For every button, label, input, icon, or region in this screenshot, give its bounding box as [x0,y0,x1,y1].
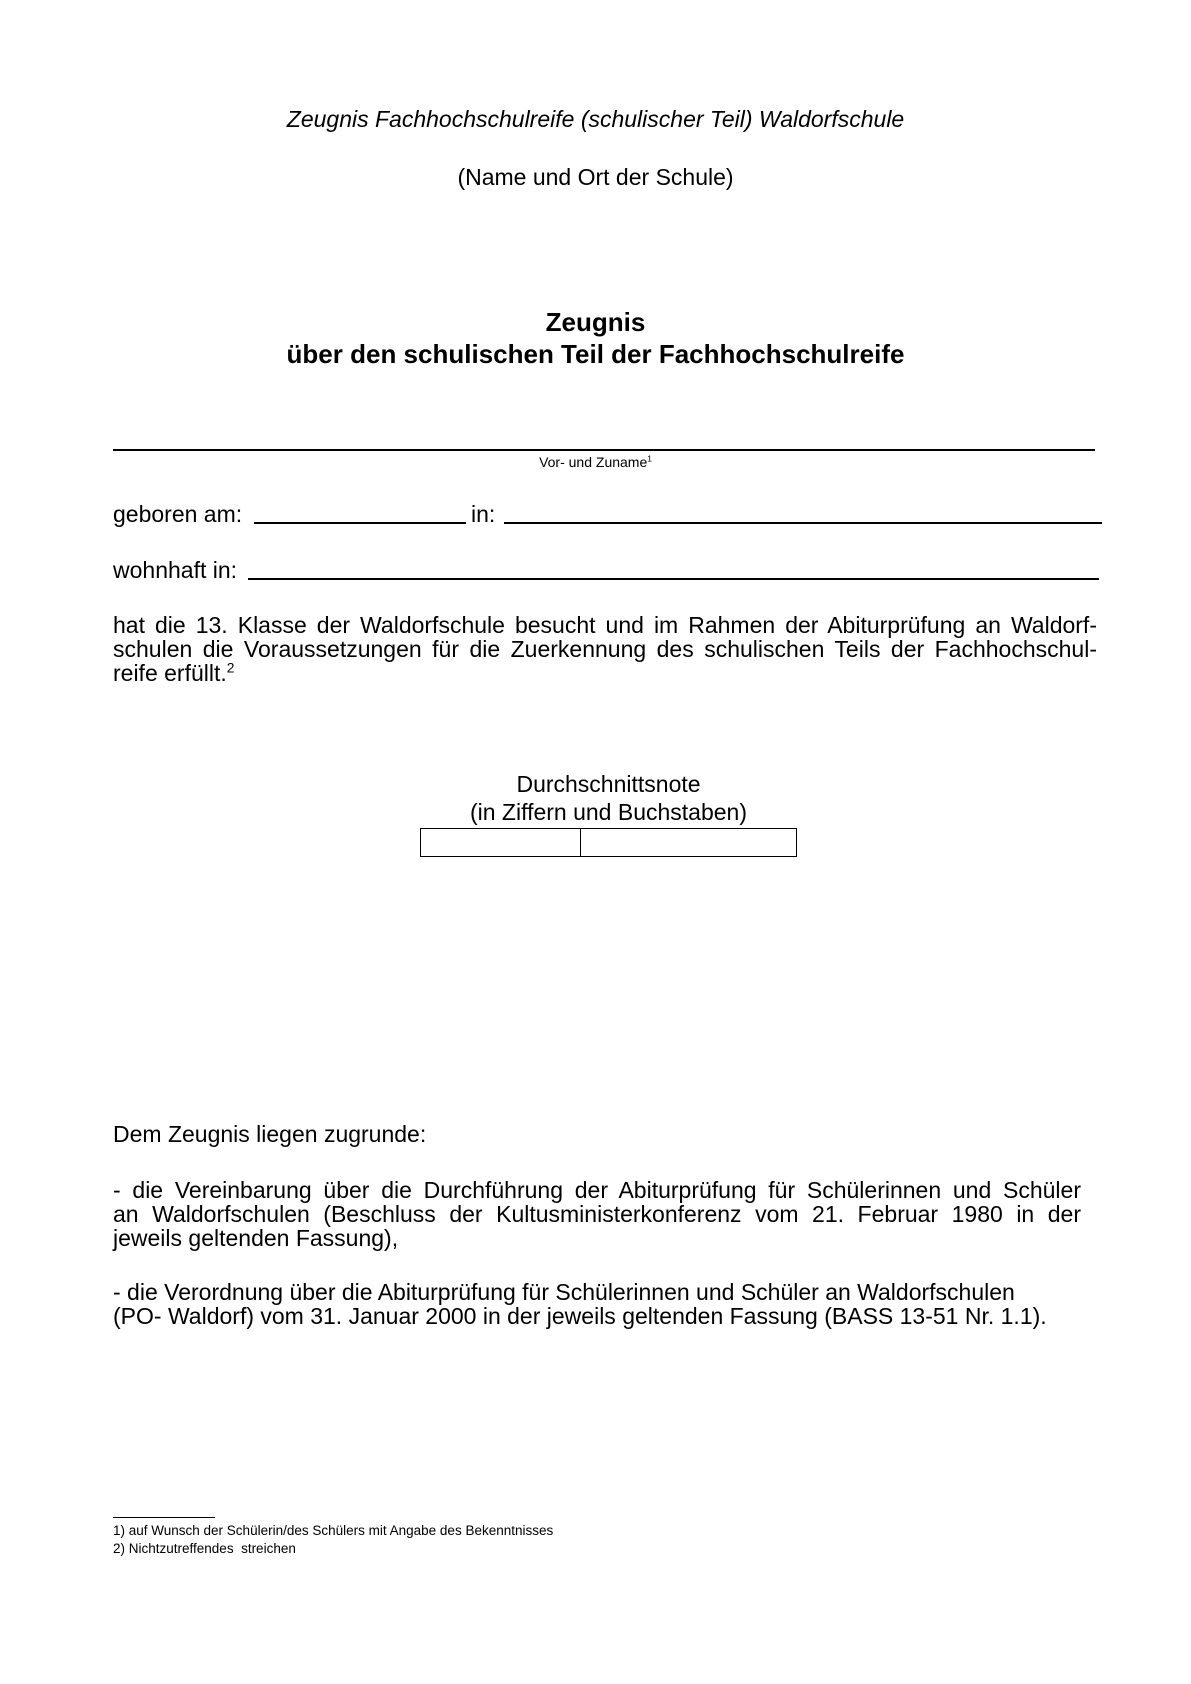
document-title [0,306,1191,370]
basis-heading: Dem Zeugnis liegen zugrunde: [113,1121,427,1147]
born-label: geboren am: [113,501,243,527]
birthplace-label: in: [471,501,496,527]
name-field-line[interactable] [113,449,1095,451]
basis-item-1 [113,1178,1081,1250]
footnotes [113,1522,553,1558]
grade-letters-cell[interactable] [581,829,796,856]
school-name-placeholder: (Name und Ort der Schule) [457,164,734,190]
footnote-ref-2: 2 [226,660,235,676]
statement-line-3 [113,661,1097,685]
statement-line-3-text: reife erfüllt. [113,660,227,686]
footnote-2: 2) Nichtzutreffendes streichen [113,1541,296,1556]
footnote-ref-1: 1 [647,453,652,464]
basis-item-2-line-2: (PO- Waldorf) vom 31. Januar 2000 in der jeweils geltenden Fassung (BASS 13-51 Nr. 1.1). [113,1303,1047,1329]
name-caption-text: Vor- und Zuname [539,454,648,470]
residence-field-line[interactable] [248,578,1099,580]
grade-label-line-2: (in Ziffern und Buchstaben) [469,799,747,825]
basis-item-2-line-1: - die Verordnung über die Abiturprüfung für Schülerinnen und Schüler an Waldorfschulen [113,1279,1015,1305]
basis-item-1-line-2: an Waldorfschulen (Beschluss der Kultusministerkonferenz vom 21. Februar 1980 in der [113,1201,1081,1227]
birth-date-field-line[interactable] [254,522,466,524]
grade-table [420,828,797,857]
name-field-caption [0,454,1191,470]
basis-item-1-line-1: - die Vereinbarung über die Durchführung der Abiturprüfung für Schülerinnen und Schüler [113,1177,1081,1203]
title-line-2: über den schulischen Teil der Fachhochschulreife [286,339,905,369]
statement-line-1: hat die 13. Klasse der Waldorfschule besucht und im Rahmen der Abiturprüfung an Waldorf- [113,612,1097,638]
footnote-separator [113,1517,215,1518]
basis-item-2 [113,1280,1113,1328]
grade-label-line-1: Durchschnittsnote [516,771,701,797]
grade-label [0,770,1191,826]
basis-item-1-line-3: jeweils geltenden Fassung), [113,1225,399,1251]
footnote-1: 1) auf Wunsch der Schülerin/des Schülers mit Angabe des Bekenntnisses [113,1523,554,1538]
title-line-1: Zeugnis [545,307,646,337]
document-header: Zeugnis Fachhochschulreife (schulischer Teil) Waldorfschule [286,106,905,132]
statement-paragraph [113,613,1097,685]
residence-label: wohnhaft in: [113,557,238,583]
birthplace-field-line[interactable] [504,522,1102,524]
statement-line-2: schulen die Voraussetzungen für die Zuerkennung des schulischen Teils der Fachhochschul- [113,636,1097,662]
grade-digits-cell[interactable] [421,829,581,856]
